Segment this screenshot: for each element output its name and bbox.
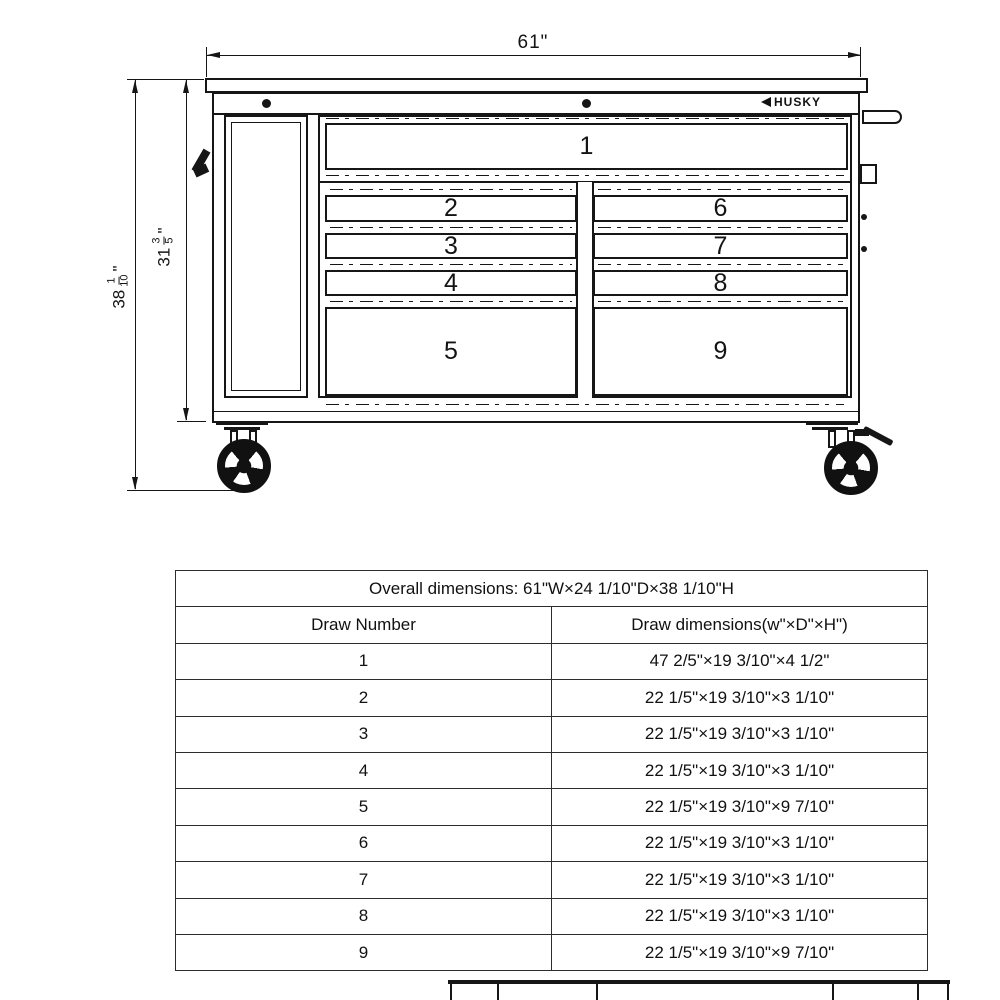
table-row xyxy=(176,934,928,970)
dimension-arrow-up-icon xyxy=(132,80,138,93)
drawer-number-cell: 1 xyxy=(176,643,552,679)
drawer-9-label: 9 xyxy=(713,337,728,365)
table-row xyxy=(176,898,928,934)
table-row xyxy=(176,643,928,679)
drawer-2-label: 2 xyxy=(444,194,458,222)
caster-plate xyxy=(806,422,858,425)
drawer-number-cell: 6 xyxy=(176,825,552,861)
table-row xyxy=(176,825,928,861)
table-row xyxy=(176,680,928,716)
dim-whole: 38 xyxy=(109,289,129,309)
extension-line xyxy=(127,79,204,80)
extension-line xyxy=(177,421,206,422)
drawer-3-face xyxy=(325,233,577,259)
cabinet-worktop xyxy=(205,78,868,93)
side-door-inner-panel xyxy=(231,122,301,391)
caster-plate xyxy=(216,422,268,425)
title-block-line xyxy=(450,984,452,1000)
drawer-number-cell: 3 xyxy=(176,716,552,752)
drawer-number-cell: 2 xyxy=(176,680,552,716)
drawer-dimensions-cell: 22 1/5"×19 3/10"×9 7/10" xyxy=(552,934,928,970)
drawer-2-face xyxy=(325,195,577,222)
dim-unit: " xyxy=(109,265,129,272)
title-block-top-border xyxy=(448,980,950,984)
drawer-8-label: 8 xyxy=(713,268,728,297)
title-block-line xyxy=(917,984,919,1000)
title-block-line xyxy=(832,984,834,1000)
base-line xyxy=(214,411,858,412)
bolt-icon xyxy=(582,99,591,108)
dim-whole: 31 xyxy=(154,247,174,267)
brake-lever xyxy=(862,426,893,446)
caster-wheel-left xyxy=(217,439,271,493)
title-block-line xyxy=(596,984,598,1000)
slide-centerline xyxy=(598,301,843,302)
slide-centerline xyxy=(326,404,844,405)
dimensions-table xyxy=(175,570,928,971)
table-header-row xyxy=(176,607,928,643)
drawer-6-face xyxy=(593,195,848,222)
drawer-dimensions-cell: 22 1/5"×19 3/10"×3 1/10" xyxy=(552,898,928,934)
dimension-arrow-down-icon xyxy=(132,477,138,490)
table-row-overall xyxy=(176,571,928,607)
drawer-number-cell: 5 xyxy=(176,789,552,825)
drawer-1-face xyxy=(325,123,848,170)
body-height-dimension-label xyxy=(131,192,197,302)
drawer-1-label: 1 xyxy=(579,132,594,160)
drawer-7-face xyxy=(593,233,848,259)
drawer-dimensions-cell: 22 1/5"×19 3/10"×9 7/10" xyxy=(552,789,928,825)
extension-line xyxy=(206,47,207,77)
dim-fraction: 3 5 xyxy=(150,237,176,244)
table-row xyxy=(176,862,928,898)
slide-centerline xyxy=(326,118,844,119)
table-row xyxy=(176,789,928,825)
drawer-dimensions-cell: 22 1/5"×19 3/10"×3 1/10" xyxy=(552,716,928,752)
drawer-number-cell: 4 xyxy=(176,752,552,788)
width-dimension-label: 61" xyxy=(517,32,549,53)
floor-extension-line xyxy=(127,490,236,491)
dimension-arrow-down-icon xyxy=(183,408,189,421)
title-block-line xyxy=(497,984,499,1000)
drawer-dimensions-cell: 22 1/5"×19 3/10"×3 1/10" xyxy=(552,825,928,861)
table-row xyxy=(176,716,928,752)
slide-centerline xyxy=(598,227,843,228)
extension-line xyxy=(860,47,861,77)
dim-fraction: 1 10 xyxy=(105,274,131,287)
drawer-5-face xyxy=(325,307,577,396)
drawer-dimensions-cell: 22 1/5"×19 3/10"×3 1/10" xyxy=(552,862,928,898)
title-block-line xyxy=(947,984,949,1000)
overall-dimensions-title: Overall dimensions: 61"W×24 1/10"D×38 1/10"H xyxy=(176,571,928,607)
slide-centerline xyxy=(598,189,843,190)
dimension-arrow-left-icon xyxy=(207,52,220,58)
side-handle xyxy=(862,110,902,124)
drawer-3-label: 3 xyxy=(444,231,458,260)
drawer-dimensions-cell: 22 1/5"×19 3/10"×3 1/10" xyxy=(552,680,928,716)
drawer-9-face xyxy=(593,307,848,396)
bolt-icon xyxy=(262,99,271,108)
slide-centerline xyxy=(330,301,572,302)
dimension-arrow-up-icon xyxy=(183,80,189,93)
drawer-7-label: 7 xyxy=(713,231,728,260)
drawer-number-cell: 8 xyxy=(176,898,552,934)
dim-unit: " xyxy=(154,227,174,234)
center-post xyxy=(576,182,594,398)
husky-arrow-icon xyxy=(761,97,771,107)
slide-centerline xyxy=(598,264,843,265)
drawer-4-label: 4 xyxy=(444,268,458,297)
drawer-dimensions-cell: 22 1/5"×19 3/10"×3 1/10" xyxy=(552,752,928,788)
header-draw-number: Draw Number xyxy=(176,607,552,643)
side-bolt-icon xyxy=(861,214,867,220)
drawer-number-cell: 9 xyxy=(176,934,552,970)
drawer-8-face xyxy=(593,270,848,296)
drawer-number-cell: 7 xyxy=(176,862,552,898)
header-draw-dimensions: Draw dimensions(w"×D"×H") xyxy=(552,607,928,643)
dimension-line-width xyxy=(207,55,861,56)
slide-centerline xyxy=(330,264,572,265)
brand-logo-text: HUSKY xyxy=(774,94,822,109)
caster-wheel-right xyxy=(824,441,878,495)
slide-centerline xyxy=(330,189,572,190)
slide-centerline xyxy=(330,227,572,228)
drawer-dimensions-cell: 47 2/5"×19 3/10"×4 1/2" xyxy=(552,643,928,679)
drawer-4-face xyxy=(325,270,577,296)
drawer-6-label: 6 xyxy=(713,194,728,222)
slide-centerline xyxy=(326,175,844,176)
brand-logo xyxy=(761,94,843,109)
table-row xyxy=(176,752,928,788)
side-bolt-icon xyxy=(861,246,867,252)
side-bracket xyxy=(860,164,877,184)
drawer-5-label: 5 xyxy=(444,337,458,365)
